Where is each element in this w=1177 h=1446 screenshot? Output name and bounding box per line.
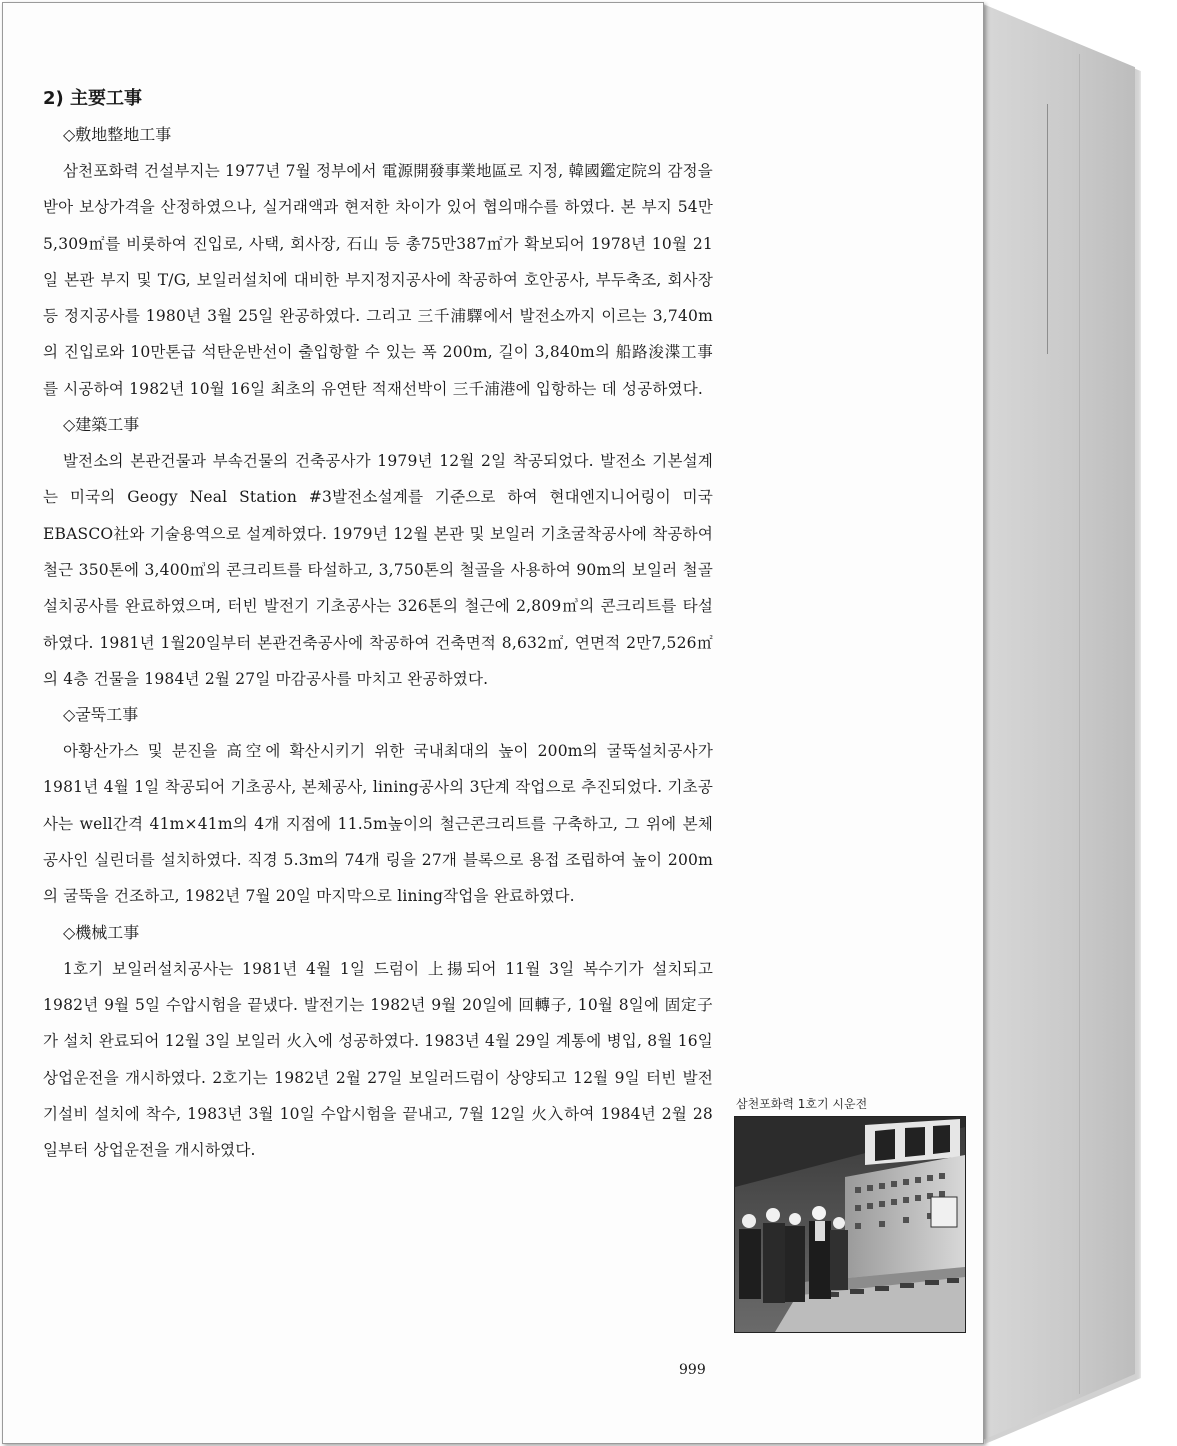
subsection-title-chimney: ◇굴뚝工事 bbox=[63, 705, 139, 725]
page-stack-edge bbox=[983, 4, 1135, 1440]
paragraph-mechanical: 1호기 보일러설치공사는 1981년 4월 1일 드럼이 上揚되어 11월 3일 복수기가 설치되고 1982년 9월 5일 수압시험을 끝냈다. 발전기는 1982년 9월 20일에 回轉子, 10월 8일에 固定子가 설치 완료되어 12월 3일 보일러 火入에 성공하였다. 1983년 4월 29일 계통에 병입, 8월 16일 상업운전을 개시하였다. 2호기는 1982년 2월 27일 보일러드럼이 상양되고 12월 9일 터빈 발전기설비 설치에 착수, 1983년 3월 10일 수압시험을 끝내고, 7월 12일 火入하여 1984년 2월 28일부터 상업운전을 개시하였다. bbox=[43, 959, 713, 1160]
main-text-column bbox=[43, 81, 713, 1168]
paragraph-construction: 발전소의 본관건물과 부속건물의 건축공사가 1979년 12월 2일 착공되었다. 발전소 기본설계는 미국의 Geogy Neal Station #3발전소설계를 기준으로 하여 현대엔지니어링이 미국 EBASCO社와 기술용역으로 설계하였다. 1979년 12월 본관 및 보일러 기초굴착공사에 착공하여 철근 350톤에 3,400㎥의 콘크리트를 타설하고, 3,750톤의 철골을 사용하여 90m의 보일러 철골설치공사를 완료하였으며, 터빈 발전기 기초공사는 326톤의 철근에 2,809㎥의 콘크리트를 타설하였다. 1981년 1월20일부터 본관건축공사에 착공하여 건축면적 8,632㎡, 연면적 2만7,526㎡의 4층 건물을 1984년 2월 27일 마감공사를 마치고 완공하였다. bbox=[43, 452, 713, 688]
photo-caption: 삼천포화력 1호기 시운전 bbox=[736, 1097, 868, 1111]
stack-edge-line bbox=[1047, 104, 1048, 354]
paragraph-chimney: 아황산가스 및 분진을 高空에 확산시키기 위한 국내최대의 높이 200m의 굴뚝설치공사가 1981년 4월 1일 착공되어 기초공사, 본체공사, lining공사의 3단계 작업으로 추진되었다. 기초공사는 well간격 41m×41m의 4개 지점에 11.5m높이의 철근콘크리트를 구축하고, 그 위에 본체공사인 실린더를 설치하였다. 직경 5.3m의 74개 링을 27개 블록으로 용접 조립하여 높이 200m의 굴뚝을 건조하고, 1982년 7월 20일 마지막으로 lining작업을 완료하였다. bbox=[43, 742, 713, 906]
paragraph-site-grading: 삼천포화력 건설부지는 1977년 7월 정부에서 電源開發事業地區로 지정, 韓國鑑定院의 감정을 받아 보상가격을 산정하였으나, 실거래액과 현저한 차이가 있어 협의매수를 하였다. 본 부지 54만5,309㎡를 비롯하여 진입로, 사택, 회사장, 石山 등 총75만387㎡가 확보되어 1978년 10월 21일 본관 부지 및 T/G, 보일러설치에 대비한 부지정지공사에 착공하여 호안공사, 부두축조, 회사장 등 정지공사를 1980년 3월 25일 완공하였다. 그리고 三千浦驛에서 발전소까지 이르는 3,740m의 진입로와 10만톤급 석탄운반선이 출입항할 수 있는 폭 200m, 길이 3,840m의 船路浚渫工事를 시공하여 1982년 10월 16일 최초의 유연탄 적재선박이 三千浦港에 입항하는 데 성공하였다. bbox=[43, 162, 713, 398]
document-page bbox=[2, 2, 984, 1444]
subsection-title-site-grading: ◇敷地整地工事 bbox=[63, 125, 172, 144]
stack-edge-line bbox=[1079, 54, 1080, 1394]
section-heading: 2) 主要工事 bbox=[43, 88, 143, 109]
page-number: 999 bbox=[679, 1362, 706, 1378]
control-room-photo-art bbox=[735, 1117, 965, 1332]
subsection-title-construction: ◇建築工事 bbox=[63, 415, 140, 435]
subsection-title-mechanical: ◇機械工事 bbox=[63, 922, 140, 942]
control-room-photo bbox=[734, 1116, 966, 1333]
